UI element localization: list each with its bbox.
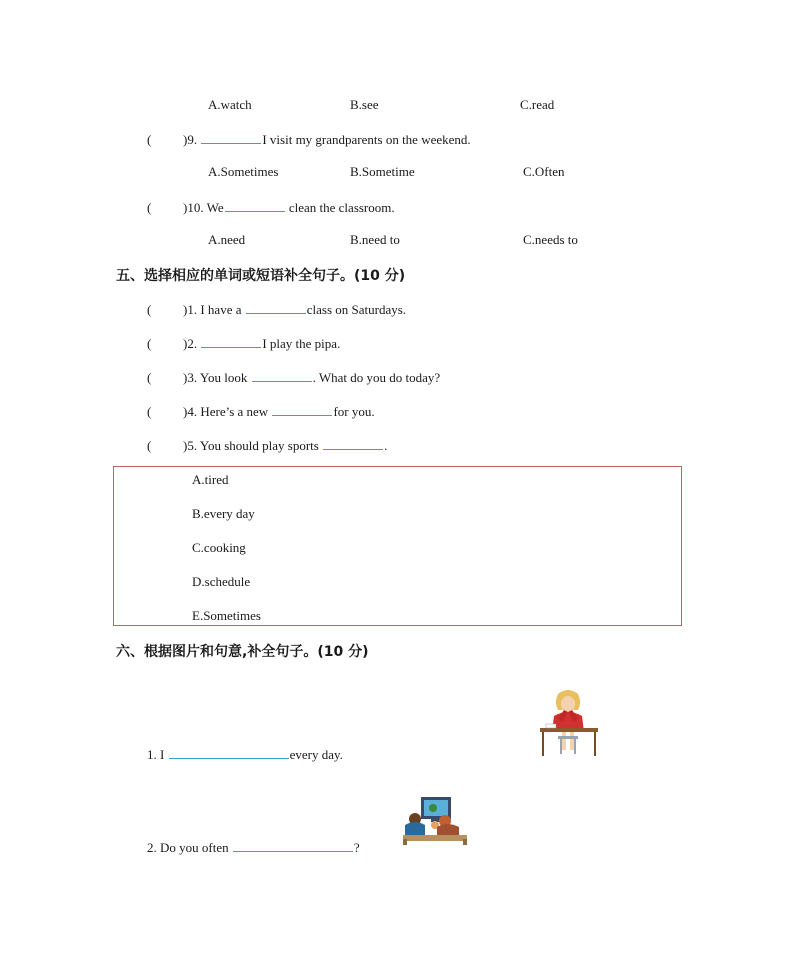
s5-item-5 (147, 437, 387, 454)
q10-option-c: C.needs to (523, 232, 578, 247)
q10-number: )10. (183, 200, 204, 215)
s5-item-number: )1. (183, 302, 198, 317)
s5-item-4 (147, 403, 375, 420)
answer-paren: ( (147, 438, 152, 453)
s6-q1-pre: 1. I (147, 747, 165, 762)
answer-paren: ( (147, 132, 152, 147)
s6-q1-blank[interactable] (169, 746, 289, 759)
s5-item-pre: Here’s a new (200, 404, 269, 419)
s5-item-2-blank[interactable] (201, 335, 261, 348)
s5-item-3-blank[interactable] (252, 369, 312, 382)
s5-item-3 (147, 369, 440, 386)
q10-blank[interactable] (225, 199, 285, 212)
s6-q2-pre: 2. Do you often (147, 840, 229, 855)
section5-title: 五、选择相应的单词或短语补全句子。(10 分) (116, 268, 406, 284)
woman-at-desk-picture (536, 688, 602, 758)
section6-title: 六、根据图片和句意,补全句子。(10 分) (116, 644, 369, 660)
answer-paren: ( (147, 404, 152, 419)
s5-item-5-blank[interactable] (323, 437, 383, 450)
q9-option-a: A.Sometimes (208, 164, 279, 179)
q9-option-c: C.Often (523, 164, 565, 179)
q8-option-a: A.watch (208, 97, 252, 112)
q9-number: )9. (183, 132, 198, 147)
q10-prefix: We (206, 200, 224, 215)
s5-item-number: )2. (183, 336, 198, 351)
q9-question (147, 131, 471, 148)
s5-item-post: class on Saturdays. (306, 302, 407, 317)
option-b: B.every day (192, 506, 255, 521)
q9-blank[interactable] (201, 131, 261, 144)
s5-item-post: I play the pipa. (262, 336, 341, 351)
option-d: D.schedule (192, 574, 251, 589)
s5-item-post: . (384, 438, 388, 453)
s6-q1-post: every day. (289, 747, 343, 762)
option-a: A.tired (192, 472, 229, 487)
s6-q2-post: ? (353, 840, 360, 855)
answer-paren: ( (147, 200, 152, 215)
family-watching-tv-picture (401, 795, 471, 853)
s5-item-pre: You look (199, 370, 248, 385)
q10-option-b: B.need to (350, 232, 400, 247)
q10-option-a: A.need (208, 232, 246, 247)
s5-item-post: for you. (333, 404, 375, 419)
answer-paren: ( (147, 336, 152, 351)
s5-item-number: )5. (183, 438, 198, 453)
options-box (113, 466, 682, 626)
s5-item-number: )3. (183, 370, 198, 385)
s5-item-post: . What do you do today? (312, 370, 441, 385)
s5-item-1 (147, 301, 406, 318)
s5-item-number: )4. (183, 404, 198, 419)
q8-option-b: B.see (350, 97, 379, 112)
q8-option-c: C.read (520, 97, 555, 112)
s5-item-pre: I have a (200, 302, 242, 317)
option-e: E.Sometimes (192, 608, 261, 623)
s5-item-2 (147, 335, 340, 352)
q10-question (147, 199, 395, 216)
s6-q2 (147, 839, 360, 856)
q10-text: clean the classroom. (288, 200, 395, 215)
answer-paren: ( (147, 302, 152, 317)
s5-item-4-blank[interactable] (272, 403, 332, 416)
s5-item-pre: You should play sports (199, 438, 319, 453)
s6-q1 (147, 746, 343, 763)
answer-paren: ( (147, 370, 152, 385)
q9-text: I visit my grandparents on the weekend. (262, 132, 471, 147)
q9-option-b: B.Sometime (350, 164, 415, 179)
s5-item-1-blank[interactable] (246, 301, 306, 314)
option-c: C.cooking (192, 540, 246, 555)
s6-q2-blank[interactable] (233, 839, 353, 852)
